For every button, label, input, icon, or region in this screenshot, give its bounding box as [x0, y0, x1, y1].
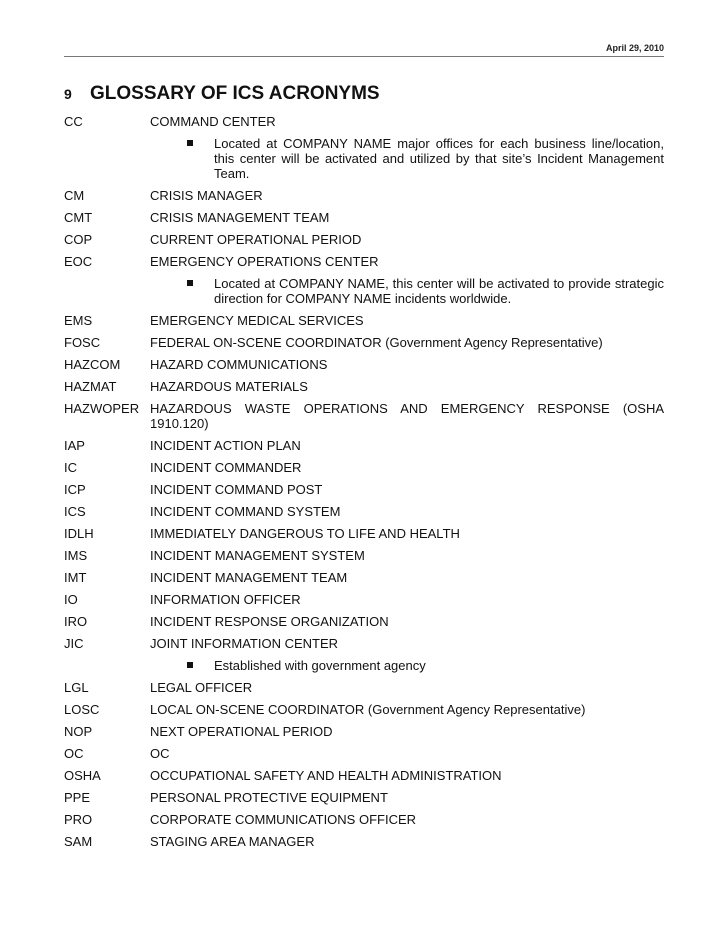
glossary-entry [64, 592, 664, 607]
glossary-definition: OC [150, 746, 170, 761]
section-heading [64, 83, 380, 105]
glossary-acronym: LGL [64, 680, 89, 695]
glossary-acronym: IO [64, 592, 78, 607]
glossary-definition-block [150, 210, 664, 225]
glossary-definition: CRISIS MANAGER [150, 188, 263, 203]
glossary-definition-block [150, 724, 664, 739]
glossary-acronym: PRO [64, 812, 93, 827]
glossary-definition: EMERGENCY OPERATIONS CENTER [150, 254, 379, 269]
glossary-definition: HAZARD COMMUNICATIONS [150, 357, 328, 372]
glossary-entry [64, 724, 664, 739]
glossary-definition-block [150, 504, 664, 519]
glossary-acronym: IC [64, 460, 77, 475]
glossary-definition-block [150, 548, 664, 563]
definition-bullet-list [150, 136, 664, 181]
glossary-definition: INCIDENT COMMAND POST [150, 482, 323, 497]
glossary-entry [64, 379, 664, 394]
definition-bullet [150, 136, 664, 181]
glossary-definition: COMMAND CENTER [150, 114, 276, 129]
glossary-definition: IMMEDIATELY DANGEROUS TO LIFE AND HEALTH [150, 526, 460, 541]
definition-bullet [150, 276, 664, 306]
glossary-definition-block [150, 357, 664, 372]
glossary-definition-block [150, 313, 664, 328]
glossary-acronym: PPE [64, 790, 91, 805]
glossary-definition-block [150, 526, 664, 541]
glossary-definition-block [150, 379, 664, 394]
glossary-entry [64, 114, 664, 181]
glossary-acronym: NOP [64, 724, 93, 739]
square-bullet-icon [187, 140, 193, 146]
glossary-entry [64, 768, 664, 783]
glossary-definition: LOCAL ON-SCENE COORDINATOR (Government Agency Representative) [150, 702, 586, 717]
glossary-definition-block [150, 614, 664, 629]
glossary-acronym: CM [64, 188, 85, 203]
glossary-entry [64, 460, 664, 475]
glossary-definition: STAGING AREA MANAGER [150, 834, 315, 849]
glossary-definition: OCCUPATIONAL SAFETY AND HEALTH ADMINISTRATION [150, 768, 502, 783]
glossary-entry [64, 702, 664, 717]
glossary-entry [64, 188, 664, 203]
glossary-entry [64, 482, 664, 497]
glossary-entry [64, 548, 664, 563]
glossary-definition: CRISIS MANAGEMENT TEAM [150, 210, 330, 225]
glossary-definition: INCIDENT MANAGEMENT TEAM [150, 570, 348, 585]
glossary-acronym: OSHA [64, 768, 101, 783]
glossary-acronym: HAZMAT [64, 379, 117, 394]
section-title: GLOSSARY OF ICS ACRONYMS [90, 83, 380, 104]
glossary-acronym: SAM [64, 834, 93, 849]
glossary-definition: INFORMATION OFFICER [150, 592, 301, 607]
glossary-entry [64, 232, 664, 247]
glossary-acronym: CMT [64, 210, 93, 225]
glossary-acronym: LOSC [64, 702, 100, 717]
glossary-entry [64, 614, 664, 629]
glossary-entry [64, 504, 664, 519]
header-divider [64, 56, 664, 57]
glossary-definition: HAZARDOUS WASTE OPERATIONS AND EMERGENCY RESPONSE (OSHA 1910.120) [150, 401, 664, 431]
square-bullet-icon [187, 280, 193, 286]
glossary-acronym: IMS [64, 548, 88, 563]
glossary-definition: FEDERAL ON-SCENE COORDINATOR (Government Agency Representative) [150, 335, 603, 350]
glossary-acronym: IMT [64, 570, 87, 585]
glossary-acronym: ICP [64, 482, 86, 497]
glossary-entry [64, 746, 664, 761]
glossary-definition: PERSONAL PROTECTIVE EQUIPMENT [150, 790, 388, 805]
glossary-definition: CURRENT OPERATIONAL PERIOD [150, 232, 362, 247]
definition-bullet [150, 658, 664, 673]
glossary-definition-block [150, 482, 664, 497]
glossary-entry [64, 570, 664, 585]
glossary-definition: NEXT OPERATIONAL PERIOD [150, 724, 333, 739]
glossary-definition-block [150, 592, 664, 607]
glossary-acronym: COP [64, 232, 93, 247]
glossary-definition-block [150, 401, 664, 431]
glossary-definition-block [150, 438, 664, 453]
glossary-entry [64, 313, 664, 328]
glossary-acronym: HAZCOM [64, 357, 121, 372]
glossary-definition-block [150, 335, 664, 350]
header-date: April 29, 2010 [605, 43, 664, 53]
glossary-entry [64, 401, 664, 431]
glossary-definition-block [150, 636, 664, 673]
glossary-definition: EMERGENCY MEDICAL SERVICES [150, 313, 364, 328]
glossary-definition: HAZARDOUS MATERIALS [150, 379, 308, 394]
glossary-list [64, 114, 664, 856]
glossary-entry [64, 335, 664, 350]
glossary-acronym: OC [64, 746, 84, 761]
glossary-definition-block [150, 702, 664, 717]
definition-bullet-list [150, 276, 664, 306]
glossary-entry [64, 438, 664, 453]
glossary-acronym: CC [64, 114, 83, 129]
glossary-entry [64, 790, 664, 805]
glossary-entry [64, 834, 664, 849]
glossary-definition: INCIDENT RESPONSE ORGANIZATION [150, 614, 389, 629]
glossary-definition-block [150, 114, 664, 181]
glossary-acronym: IAP [64, 438, 85, 453]
section-number: 9 [64, 86, 72, 102]
glossary-definition: INCIDENT MANAGEMENT SYSTEM [150, 548, 365, 563]
definition-bullet-list [150, 658, 664, 673]
glossary-acronym: EOC [64, 254, 93, 269]
glossary-definition-block [150, 680, 664, 695]
glossary-entry [64, 254, 664, 306]
glossary-acronym: IRO [64, 614, 88, 629]
glossary-definition-block [150, 768, 664, 783]
glossary-definition: INCIDENT COMMAND SYSTEM [150, 504, 341, 519]
glossary-definition-block [150, 570, 664, 585]
glossary-definition: JOINT INFORMATION CENTER [150, 636, 339, 651]
glossary-definition-block [150, 232, 664, 247]
glossary-entry [64, 812, 664, 827]
glossary-definition: CORPORATE COMMUNICATIONS OFFICER [150, 812, 417, 827]
glossary-entry [64, 526, 664, 541]
glossary-acronym: ICS [64, 504, 86, 519]
glossary-entry [64, 680, 664, 695]
bullet-text: Established with government agency [214, 658, 426, 673]
glossary-definition: INCIDENT ACTION PLAN [150, 438, 301, 453]
glossary-definition-block [150, 188, 664, 203]
glossary-definition-block [150, 460, 664, 475]
glossary-definition-block [150, 790, 664, 805]
glossary-acronym: FOSC [64, 335, 101, 350]
glossary-acronym: JIC [64, 636, 84, 651]
glossary-acronym: EMS [64, 313, 93, 328]
glossary-definition: LEGAL OFFICER [150, 680, 253, 695]
glossary-entry [64, 210, 664, 225]
glossary-entry [64, 357, 664, 372]
bullet-text: Located at COMPANY NAME, this center will be activated to provide strategic direction for COMPANY NAME incidents worldwide. [214, 276, 664, 306]
glossary-definition-block [150, 254, 664, 306]
glossary-definition-block [150, 834, 664, 849]
glossary-acronym: IDLH [64, 526, 94, 541]
glossary-definition-block [150, 812, 664, 827]
glossary-entry [64, 636, 664, 673]
glossary-acronym: HAZWOPER [64, 401, 140, 416]
bullet-text: Located at COMPANY NAME major offices for each business line/location, this center will be activated and utilized by that site’s Incident Management Team. [214, 136, 664, 181]
square-bullet-icon [187, 662, 193, 668]
glossary-definition-block [150, 746, 664, 761]
glossary-definition: INCIDENT COMMANDER [150, 460, 302, 475]
